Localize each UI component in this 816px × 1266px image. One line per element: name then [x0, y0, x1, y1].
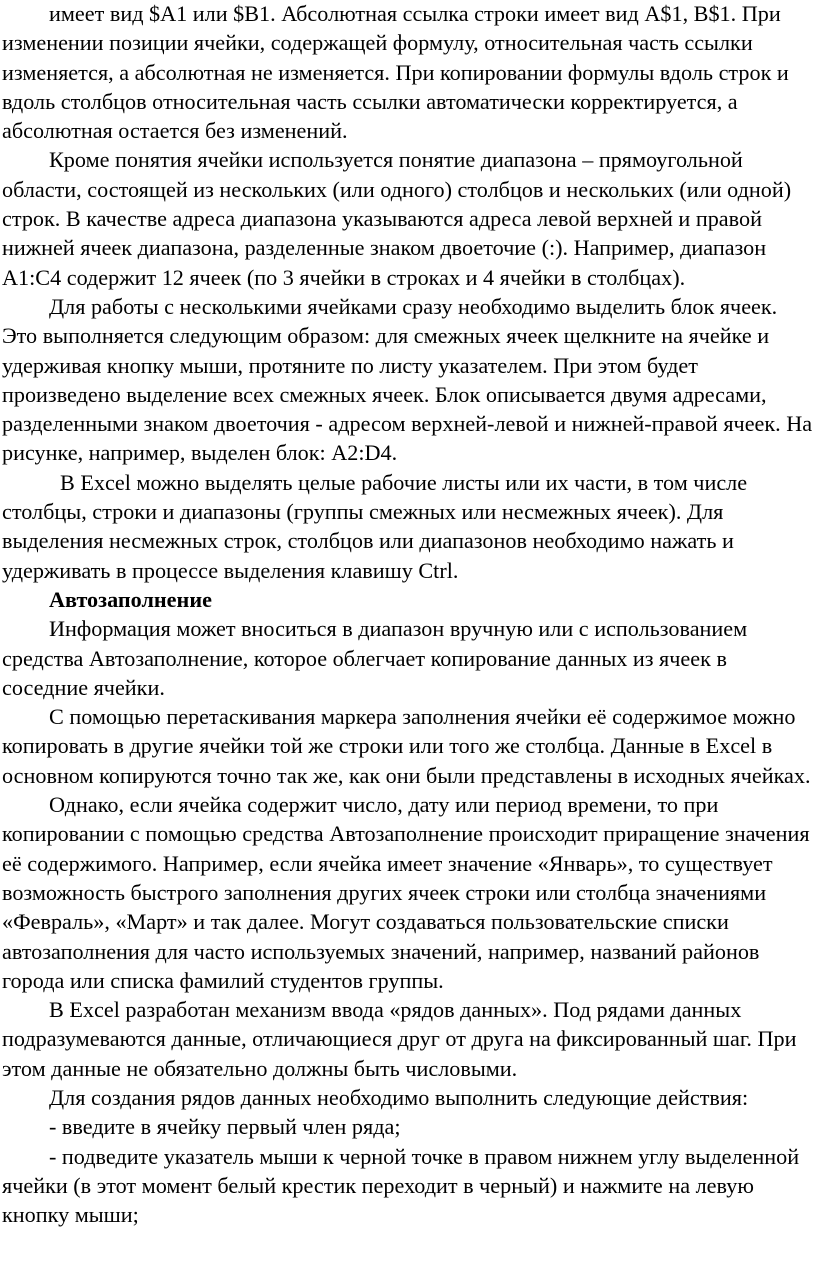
list-item-step-2: - подведите указатель мыши к черной точке в правом нижнем углу выделенной ячейки (в этот момент белый крестик переходит в черный) и нажмите на левую кнопку мыши;: [2, 1143, 800, 1228]
paragraph-data-series: В Excel разработан механизм ввода «рядов данных». Под рядами данных подразумеваются данные, отличающиеся друг от друга на фиксированный шаг. При этом данные не обязательно должны быть числовыми.: [2, 997, 797, 1081]
paragraph-increment: Однако, если ячейка содержит число, дату или период времени, то при копировании с помощью средства Автозаполнение происходит приращение значения её содержимого. Например, если ячейка имеет значение «Январь», то существует возможность быстрого заполнения других ячеек строки или столбца значениями «Февраль», «Март» и так далее. Могут создаваться пользовательские списки автозаполнения для часто используемых значений, например, названий районов города или списка фамилий студентов группы.: [2, 792, 810, 993]
paragraph-block-selection: Для работы с несколькими ячейками сразу необходимо выделить блок ячеек. Это выполняется следующим образом: для смежных ячеек щелкните на ячейке и удерживая кнопку мыши, протяните по листу указателем. При этом будет произведено выделение всех смежных ячеек. Блок описывается двумя адресами, разделенными знаком двоеточия - адресом верхней-левой и нижней-правой ячеек. На рисунке, например, выделен блок: A2:D4.: [2, 293, 813, 466]
section-heading-autofill: Автозаполнение: [49, 586, 212, 612]
paragraph-absolute-reference: имеет вид $A1 или $B1. Абсолютная ссылка строки имеет вид A$1, B$1. При изменении позиции ячейки, содержащей формулу, относительная часть ссылки изменяется, а абсолютная не изменяется. При копировании формулы вдоль строк и вдоль столбцов относительная часть ссылки автоматически корректируется, а абсолютная остается без изменений.: [2, 1, 789, 144]
paragraph-autofill-intro: Информация может вноситься в диапазон вручную или с использованием средства Автозаполнение, которое облегчает копирование данных из ячеек в соседние ячейки.: [2, 616, 748, 700]
paragraph-excel-selection: В Excel можно выделять целые рабочие листы или их части, в том числе столбцы, строки и диапазоны (группы смежных или несмежных ячеек). Для выделения несмежных строк, столбцов или диапазонов необходимо нажать и удерживать в процессе выделения клавишу Ctrl.: [2, 469, 748, 583]
paragraph-fill-handle: С помощью перетаскивания маркера заполнения ячейки её содержимое можно копировать в другие ячейки той же строки или того же столбца. Данные в Excel в основном копируются точно так же, как они были представлены в исходных ячейках.: [2, 704, 811, 788]
paragraph-series-steps-intro: Для создания рядов данных необходимо выполнить следующие действия:: [49, 1084, 749, 1110]
list-item-step-1: - введите в ячейку первый член ряда;: [49, 1114, 401, 1140]
paragraph-range-definition: Кроме понятия ячейки используется понятие диапазона – прямоугольной области, состоящей из нескольких (или одного) столбцов и нескольких (или одной) строк. В качестве адреса диапазона указываются адреса левой верхней и правой нижней ячеек диапазона, разделенные знаком двоеточие (:). Например, диапазон A1:C4 содержит 12 ячеек (по 3 ячейки в строках и 4 ячейки в столбцах).: [2, 147, 792, 290]
